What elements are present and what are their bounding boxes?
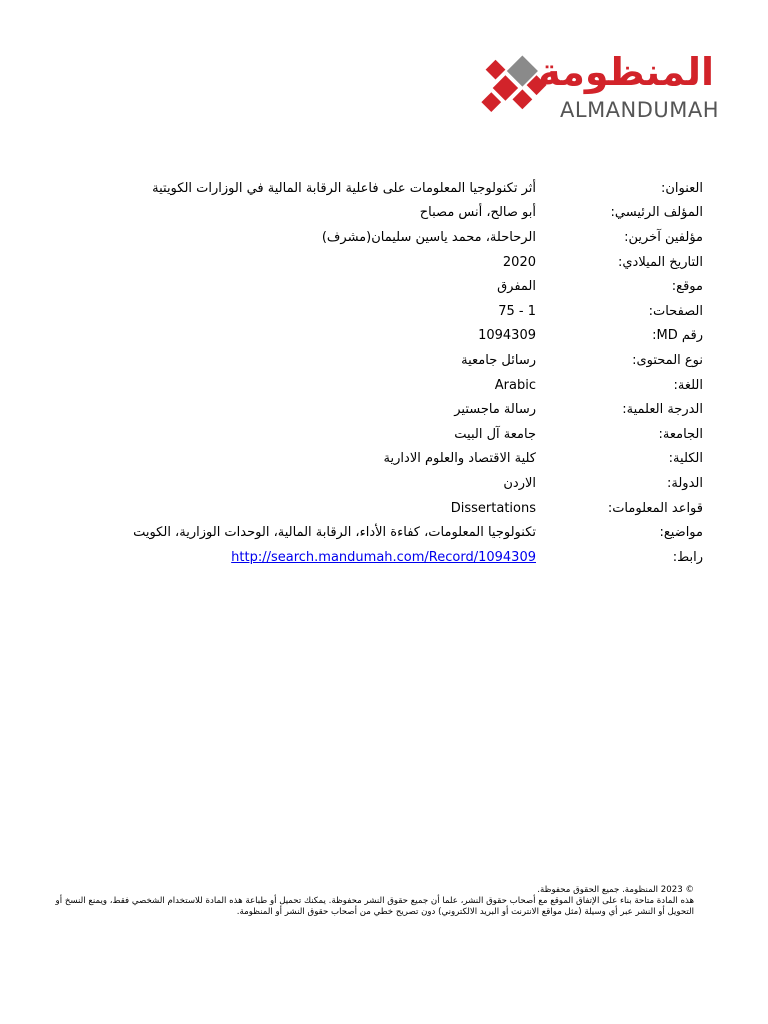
copyright-line: © 2023 المنظومة. جميع الحقوق محفوظة. bbox=[537, 885, 694, 895]
logo-arabic-text: المنظومة bbox=[538, 50, 714, 94]
metadata-value: الاردن bbox=[503, 475, 536, 491]
metadata-value: Arabic bbox=[494, 377, 536, 393]
metadata-label: الدرجة العلمية: bbox=[622, 402, 703, 418]
metadata-label: رابط: bbox=[672, 549, 703, 565]
metadata-row-university bbox=[60, 422, 703, 447]
metadata-row-other-authors bbox=[60, 225, 703, 250]
metadata-value: تكنولوجيا المعلومات، كفاءة الأداء، الرقابة المالية، الوحدات الوزارية، الكويت bbox=[133, 525, 536, 541]
metadata-label: الدولة: bbox=[667, 475, 703, 491]
metadata-label: الجامعة: bbox=[658, 426, 703, 442]
metadata-row-country bbox=[60, 471, 703, 496]
metadata-row-databases bbox=[60, 496, 703, 521]
metadata-label: رقم MD: bbox=[652, 328, 703, 344]
almandumah-logo bbox=[456, 48, 718, 128]
metadata-row-link bbox=[60, 545, 703, 570]
record-metadata bbox=[60, 176, 703, 570]
metadata-value: جامعة آل البيت bbox=[454, 426, 536, 442]
metadata-label: مواضيع: bbox=[659, 525, 703, 541]
metadata-label: نوع المحتوى: bbox=[632, 352, 703, 368]
metadata-value: أبو صالح، أنس مصباح bbox=[419, 205, 536, 221]
usage-notice: هذه المادة متاحة بناء على الإتفاق الموقع مع أصحاب حقوق النشر، علما أن جميع حقوق النشر محفوظة. يمكنك تحميل أو طباعة هذه المادة للاستخدام الشخصي فقط، ويمنع النسخ أو التحويل أو النشر عبر أي وسيلة (مثل مواقع الانترنت أو البريد الالكتروني) دون تصريح خطي من أصحاب حقوق النشر أو المنظومة. bbox=[55, 896, 694, 917]
copyright-footer bbox=[54, 885, 694, 918]
metadata-label: المؤلف الرئيسي: bbox=[610, 205, 703, 221]
metadata-value: 1094309 bbox=[478, 328, 536, 344]
metadata-value: 1 - 75 bbox=[498, 303, 536, 319]
metadata-label: موقع: bbox=[671, 279, 703, 295]
metadata-row-degree bbox=[60, 397, 703, 422]
metadata-row-pages bbox=[60, 299, 703, 324]
metadata-row-college bbox=[60, 447, 703, 472]
metadata-row-language bbox=[60, 373, 703, 398]
metadata-row-title bbox=[60, 176, 703, 201]
metadata-label: العنوان: bbox=[660, 180, 703, 196]
metadata-value bbox=[60, 550, 536, 565]
metadata-value: رسائل جامعية bbox=[461, 352, 536, 368]
metadata-label: الصفحات: bbox=[648, 303, 703, 319]
metadata-label: الكلية: bbox=[668, 451, 703, 467]
record-link[interactable]: http://search.mandumah.com/Record/1094309 bbox=[231, 549, 536, 565]
logo-english-text: ALMANDUMAH bbox=[560, 98, 720, 122]
metadata-label: اللغة: bbox=[673, 377, 703, 393]
metadata-value: الرحاحلة، محمد ياسين سليمان(مشرف) bbox=[321, 229, 536, 245]
metadata-row-main-author bbox=[60, 201, 703, 226]
metadata-value: كلية الاقتصاد والعلوم الادارية bbox=[383, 451, 536, 467]
metadata-label: التاريخ الميلادي: bbox=[618, 254, 703, 270]
metadata-row-subjects bbox=[60, 520, 703, 545]
metadata-row-date bbox=[60, 250, 703, 275]
metadata-value: رسالة ماجستير bbox=[454, 402, 536, 418]
metadata-value: Dissertations bbox=[450, 500, 536, 516]
metadata-label: مؤلفين آخرين: bbox=[624, 229, 703, 245]
metadata-label: قواعد المعلومات: bbox=[607, 500, 703, 516]
metadata-value: المفرق bbox=[497, 279, 536, 295]
metadata-value: 2020 bbox=[502, 254, 536, 270]
metadata-row-content-type bbox=[60, 348, 703, 373]
metadata-row-md-number bbox=[60, 324, 703, 349]
metadata-row-location bbox=[60, 274, 703, 299]
metadata-value: أثر تكنولوجيا المعلومات على فاعلية الرقابة المالية في الوزارات الكويتية bbox=[152, 180, 536, 196]
